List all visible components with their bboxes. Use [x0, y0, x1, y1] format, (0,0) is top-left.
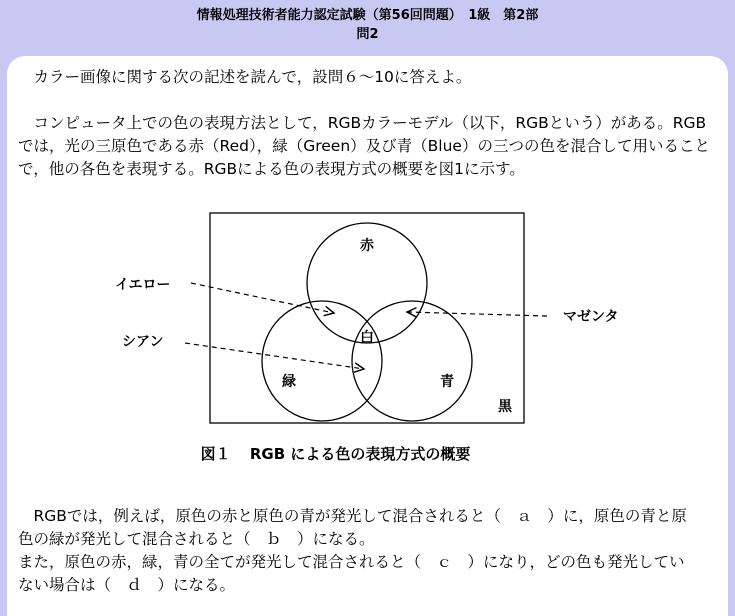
figure-number: 図１ — [200, 445, 231, 463]
magenta-arrow — [407, 312, 547, 316]
label-white: 白 — [360, 330, 374, 346]
label-blue: 青 — [440, 374, 454, 390]
label-magenta: マゼンタ — [563, 309, 619, 325]
green-circle — [262, 301, 382, 421]
rgb-venn-diagram — [7, 206, 728, 446]
question-number: 問2 — [356, 27, 379, 42]
label-green: 緑 — [282, 374, 296, 390]
blue-circle — [352, 301, 472, 421]
paragraph-1: コンピュータ上での色の表現方法として，RGBカラーモデル（以下，RGBという）がある。RGBでは，光の三原色である赤（Red），緑（Green）及び青（Blue）の三つの色を混合して用いることで，他の各色を表現する。RGBによる色の表現方式の概要を図1に示す。 — [18, 114, 710, 178]
intro-text: カラー画像に関する次の記述を読んで，設問６～10に答えよ。 — [33, 68, 472, 86]
paragraph-2-line-3: また，原色の赤，緑，青の全てが発光して混合されると（ ｃ ）になり，どの色も発光してい — [18, 553, 685, 571]
exam-title: 情報処理技術者能力認定試験（第56回問題） 1級 第2部 — [196, 8, 539, 23]
paragraph-2-line-2: 色の緑が発光して混合されると（ ｂ ）になる。 — [18, 530, 375, 548]
paragraph-2 — [18, 505, 717, 597]
paragraph-2-line-4: ない場合は（ ｄ ）になる。 — [18, 576, 236, 594]
figure-caption — [0, 443, 696, 466]
figure-1 — [7, 206, 728, 476]
cyan-arrow — [185, 343, 364, 369]
question-panel — [7, 56, 728, 616]
label-black: 黒 — [498, 399, 512, 415]
label-cyan: シアン — [122, 334, 164, 350]
figure-caption-text: RGB による色の表現方式の概要 — [249, 445, 471, 463]
paragraph-2-line-1: RGBでは，例えば，原色の赤と原色の青が発光して混合されると（ ａ ）に，原色の青と原 — [33, 507, 687, 525]
label-red: 赤 — [360, 238, 374, 254]
exam-header — [0, 0, 735, 56]
label-yellow: イエロー — [115, 277, 171, 293]
